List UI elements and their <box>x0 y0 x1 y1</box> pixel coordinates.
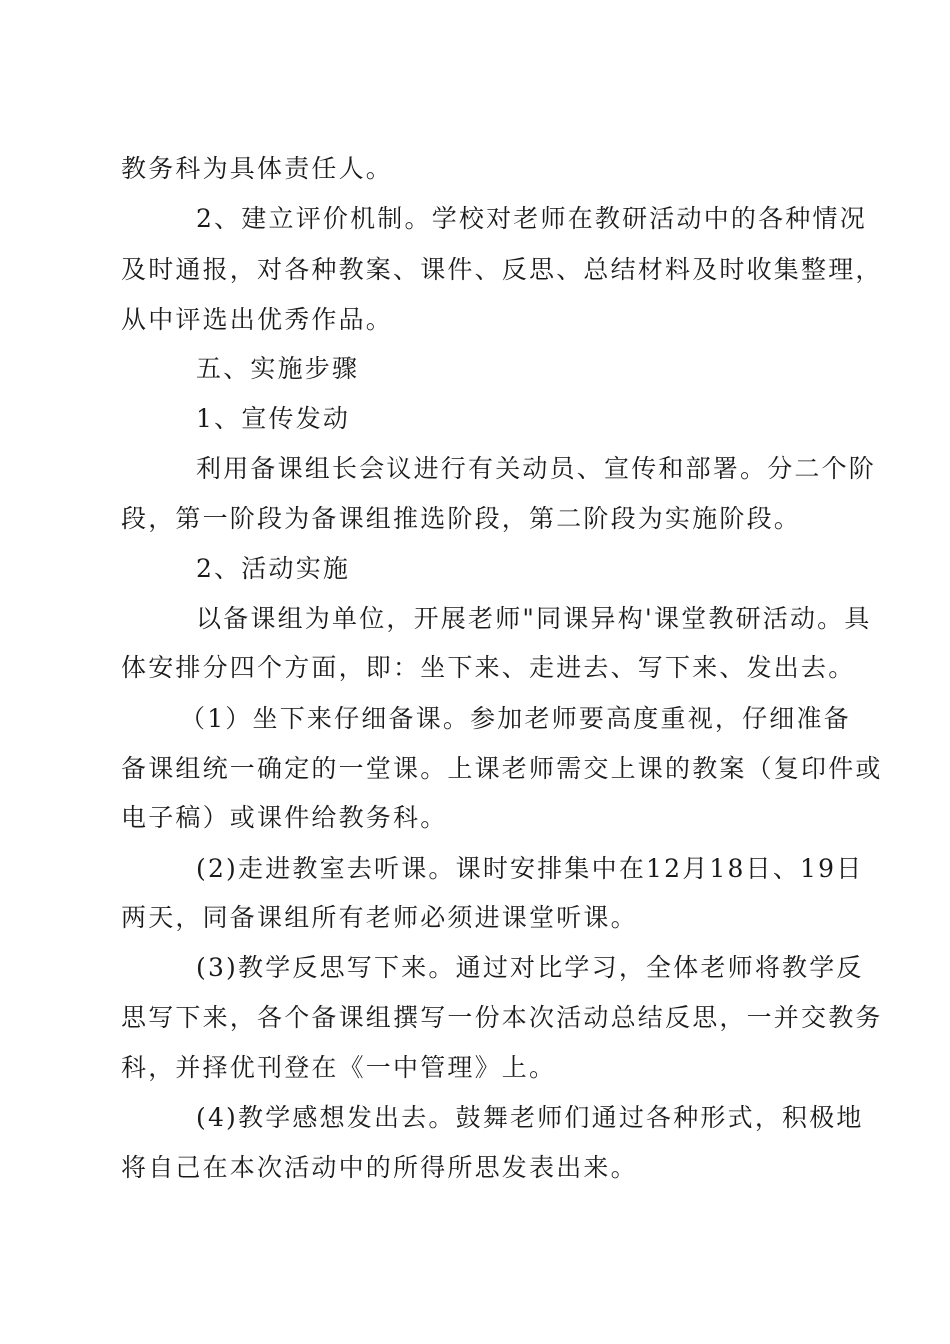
text-line: 段，第一阶段为备课组推选阶段，第二阶段为实施阶段。 <box>121 504 802 533</box>
text-line: 体安排分四个方面，即：坐下来、走进去、写下来、发出去。 <box>121 653 856 682</box>
text-line: 以备课组为单位，开展老师"同课异构'课堂教研活动。具 <box>196 604 872 633</box>
text-line: (3)教学反思写下来。通过对比学习，全体老师将教学反 <box>196 953 864 982</box>
subsection-heading: 1、宣传发动 <box>196 404 351 433</box>
text-line: 两天，同备课组所有老师必须进课堂听课。 <box>121 903 638 932</box>
text-line: (4)教学感想发出去。鼓舞老师们通过各种形式，积极地 <box>196 1103 864 1132</box>
text-line: 2、建立评价机制。学校对老师在教研活动中的各种情况 <box>196 204 867 233</box>
text-line: （1）坐下来仔细备课。参加老师要高度重视，仔细准备 <box>180 704 851 733</box>
text-line: 科，并择优刊登在《一中管理》上。 <box>121 1053 557 1082</box>
subsection-heading: 2、活动实施 <box>196 554 351 583</box>
text-line: 从中评选出优秀作品。 <box>121 305 394 334</box>
text-line: 电子稿）或课件给教务科。 <box>121 803 448 832</box>
text-line: (2)走进教室去听课。课时安排集中在12月18日、19日 <box>196 854 864 883</box>
text-line: 将自己在本次活动中的所得所思发表出来。 <box>121 1153 638 1182</box>
text-line: 教务科为具体责任人。 <box>121 154 394 183</box>
text-line: 备课组统一确定的一堂课。上课老师需交上课的教案（复印件或 <box>121 754 883 783</box>
text-line: 利用备课组长会议进行有关动员、宣传和部署。分二个阶 <box>196 454 877 483</box>
text-line: 及时通报，对各种教案、课件、反思、总结材料及时收集整理， <box>121 255 883 284</box>
text-line: 思写下来，各个备课组撰写一份本次活动总结反思，一并交教务 <box>121 1003 883 1032</box>
section-heading: 五、实施步骤 <box>196 354 360 383</box>
